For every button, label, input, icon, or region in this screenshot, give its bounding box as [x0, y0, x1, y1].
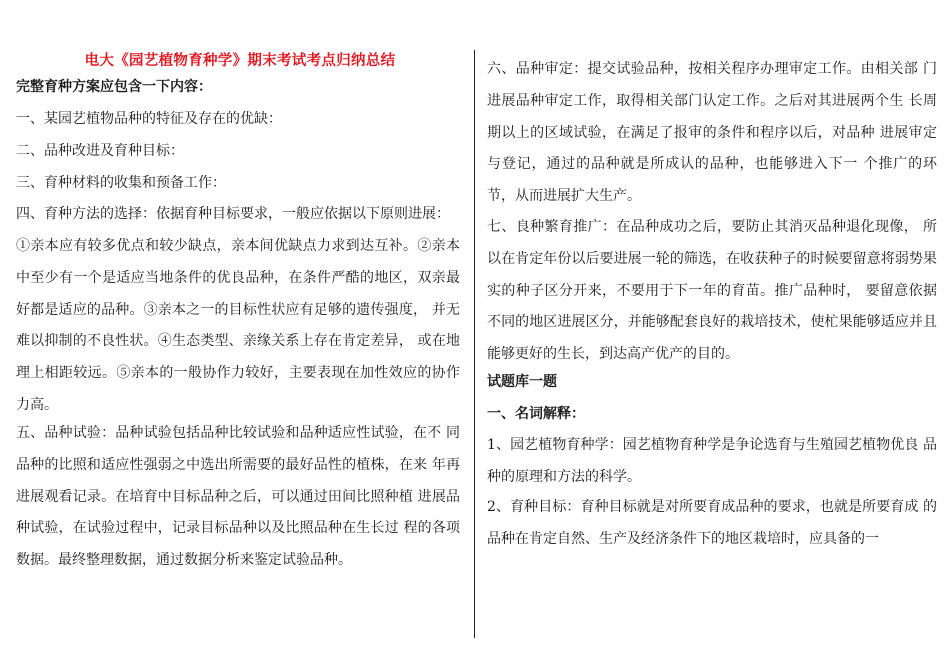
item-5: 五、品种试验：品种试验包括品种比较试验和品种适应性试验，在不 同品种的比照和适应性强弱之中选出所需要的最好品性的植株，在来 年再进展观看记录。在培育中目标品种之后，可以通过田间比照种植 进展品种试验，在试验过程中，记录目标品种以及比照品种在生长过 程的各项数据。最终整理数据，通过数据分析来鉴定试验品种。	[16, 425, 460, 569]
item-6: 六、品种审定：提交试验品种，按相关程序办理审定工作。由相关部 门进展品种审定工作，取得相关部门认定工作。之后对其进展两个生 长周期以上的区域试验，在满足了报审的条件和程序以后，对品种 进展审定与登记，通过的品种就是所成认的品种，也能够进入下一 个推广的环节，从而进展扩大生产。	[487, 61, 937, 205]
item-4-principles: ①亲本应有较多优点和较少缺点，亲本间优缺点力求到达互补。②亲本中至少有一个是适应当地条件的优良品种，在条件严酷的地区，双亲最好都是适应的品种。③亲本之一的目标性状应有足够的遗传强度， 并无难以抑制的不良性状。④生态类型、亲缘关系上存在肯定差异， 或在地理上相距较远。⑤亲本的一般协作力较好，主要表现在加性效应的协作力高。	[16, 238, 460, 413]
item-4: 四、育种方法的选择：依据育种目标要求，一般应依据以下原则进展：	[16, 206, 450, 222]
item-7: 七、良种繁育推广：在品种成功之后，要防止其消灭品种退化现像， 所以在肯定年份以后要进展一轮的筛选，在收获种子的时候要留意将弱势果实的种子区分开来，不要用于下一年的育苗。推广品种时， 要留意依据不同的地区进展区分，并能够配套良好的栽培技术，使杧果能够适应并且能够更好的生长，到达高产优产的目的。	[487, 219, 937, 363]
document-title: 电大《园艺植物育种学》期末考试考点归纳总结	[84, 53, 396, 69]
definition-2: 2、育种目标：育种目标就是对所要育成品种的要求，也就是所要育成 的品种在肯定自然、生产及经济条件下的地区栽培时，应具备的一	[487, 499, 937, 547]
definition-1: 1、园艺植物育种学：园艺植物育种学是争论选育与生殖园艺植物优良 品种的原理和方法的科学。	[487, 437, 937, 485]
item-2: 二、品种改进及育种目标：	[16, 143, 184, 159]
item-1: 一、某园艺植物品种的特征及存在的优缺：	[16, 111, 282, 127]
section-heading: 一、名词解释：	[487, 406, 585, 422]
item-3: 三、育种材料的收集和预备工作：	[16, 175, 226, 191]
column-divider	[474, 50, 475, 638]
intro-heading: 完整育种方案应包含一下内容：	[16, 79, 212, 95]
quiz-heading: 试题库一题	[487, 374, 557, 390]
